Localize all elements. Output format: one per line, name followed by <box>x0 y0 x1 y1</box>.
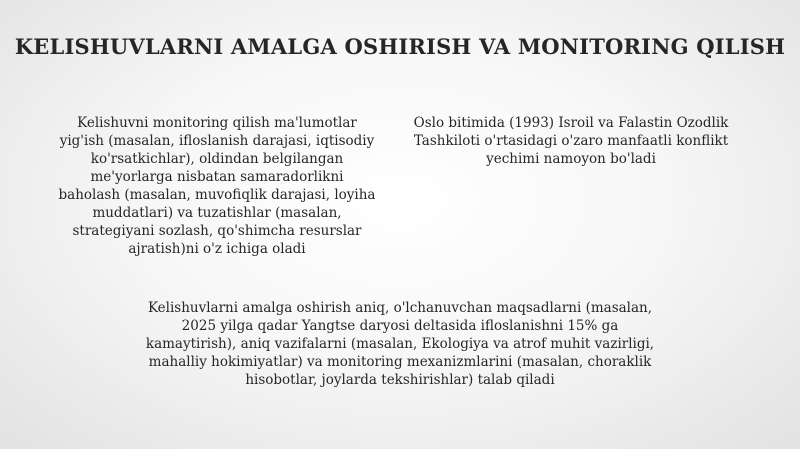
monitoring-paragraph: Kelishuvni monitoring qilish ma'lumotlar yig'ish (masalan, ifloslanish darajasi, iqtisodiy ko'rsatkichlar), oldindan belgilangan me'yorlarga nisbatan samaradorlikni baholash (masalan, muvofiqlik darajasi, loyiha muddatlari) va tuzatishlar (masalan, strategiyani sozlash, qo'shimcha resurslar ajratish)ni o'z ichiga oladi <box>58 115 376 257</box>
slide-title: KELISHUVLARNI AMALGA OSHIRISH VA MONITORING QILISH <box>14 34 786 59</box>
implementation-paragraph: Kelishuvlarni amalga oshirish aniq, o'lchanuvchan maqsadlarni (masalan, 2025 yilga qadar Yangtse daryosi deltasida ifloslanishni 15% ga kamaytirish), aniq vazifalarni (masalan, Ekologiya va atrof muhit vazirligi, mahalliy hokimiyatlar) va monitoring mexanizmlarini (masalan, choraklik hisobotlar, joylarda tekshirishlar) talab qiladi <box>145 300 655 388</box>
oslo-accord-paragraph: Oslo bitimida (1993) Isroil va Falastin Ozodlik Tashkiloti o'rtasidagi o'zaro manfaatli konflikt yechimi namoyon bo'ladi <box>413 115 729 167</box>
